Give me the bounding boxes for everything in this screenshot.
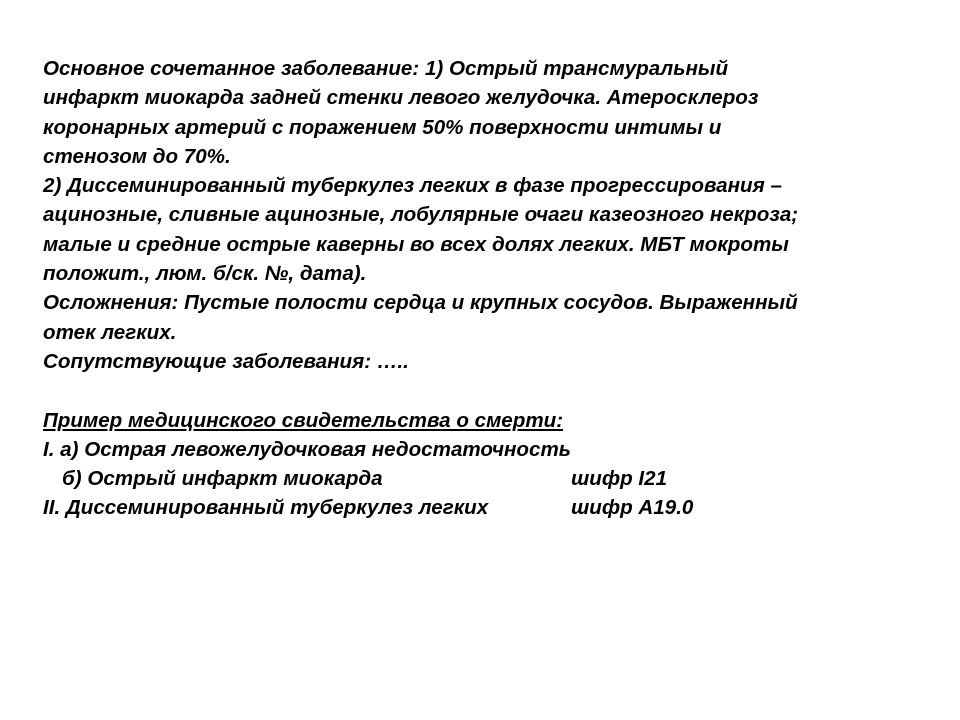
certificate-line-1b: [43, 464, 933, 493]
diagnosis-line: малые и средние острые каверны во всех долях легких. МБТ мокроты: [43, 232, 789, 256]
certificate-line-1b-code: шифр I21: [571, 467, 668, 491]
diagnosis-line: ацинозные, сливные ацинозные, лобулярные очаги казеозного некроза;: [43, 203, 799, 227]
complications-line: отек легких.: [43, 320, 177, 344]
certificate-line-2-code: шифр A19.0: [571, 496, 694, 520]
diagnosis-line: коронарных артерий с поражением 50% поверхности интимы и: [43, 115, 722, 139]
certificate-line-1b-cause: б) Острый инфаркт миокарда: [62, 467, 383, 491]
diagnosis-line: стенозом до 70%.: [43, 144, 231, 168]
certificate-line-2-cause: II. Диссеминированный туберкулез легких: [43, 496, 489, 520]
certificate-heading: Пример медицинского свидетельства о смерти:: [43, 408, 564, 432]
complications-line: Осложнения: Пустые полости сердца и крупных сосудов. Выраженный: [43, 291, 798, 315]
diagnosis-line: положит., люм. б/ск. №, дата).: [43, 262, 367, 286]
certificate-line-1a: I. а) Острая левожелудочковая недостаточность: [43, 437, 572, 461]
diagnosis-line: инфаркт миокарда задней стенки левого желудочка. Атеросклероз: [43, 86, 759, 110]
certificate-line-2: [43, 493, 933, 522]
slide-text-block: [43, 54, 933, 523]
concomitant-diseases-line: Сопутствующие заболевания: …..: [43, 349, 409, 373]
spacer: [43, 376, 933, 405]
diagnosis-line: Основное сочетанное заболевание: 1) Острый трансмуральный: [43, 57, 729, 80]
diagnosis-line: 2) Диссеминированный туберкулез легких в фазе прогрессирования –: [43, 174, 782, 198]
